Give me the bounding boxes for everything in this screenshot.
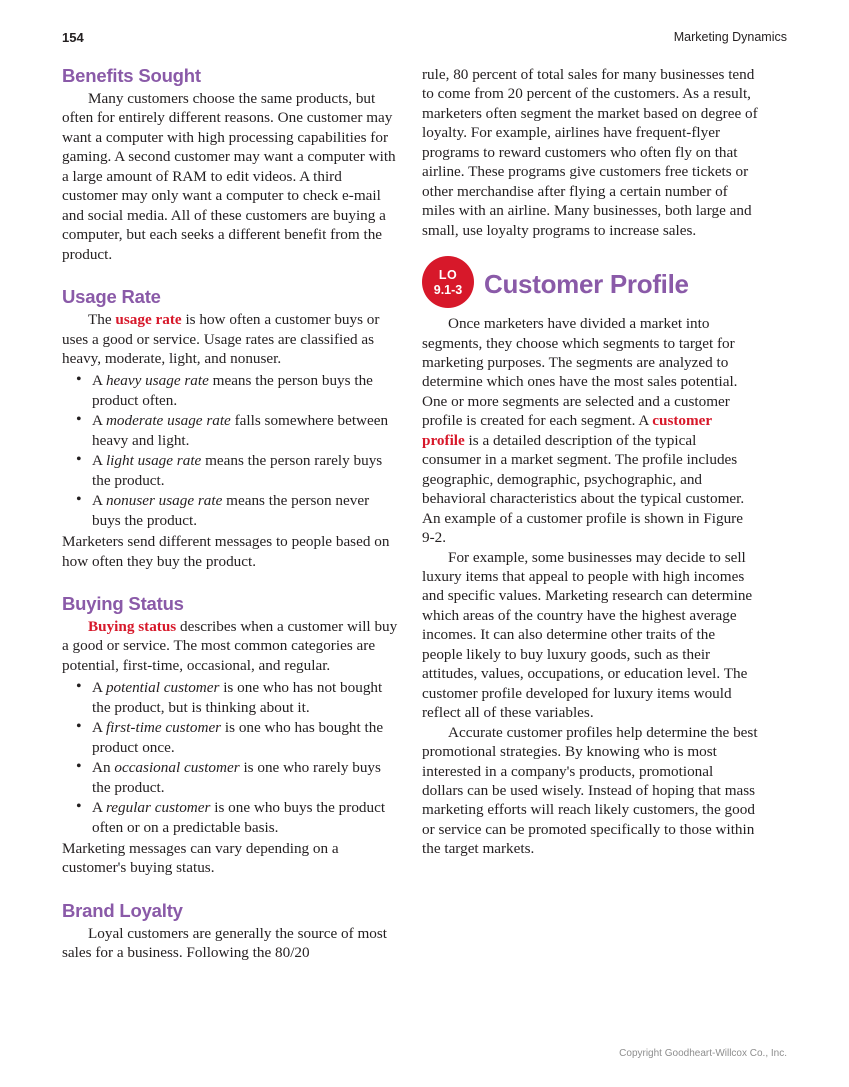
paragraph-buying-status-intro: [62, 617, 398, 675]
list-item: [62, 718, 398, 757]
paragraph-brand-loyalty-continued: rule, 80 percent of total sales for many businesses tend to come from 20 percent of the customers. As a result, marketers often segment the market based on degree of loyalty. For example, airlines have frequent-flyer programs to reward customers who often fly on that airline. These programs give customers free tickets or other merchandise after flying a certain number of miles with an airline. Many businesses, both large and small, use loyalty programs to increase sales.: [422, 66, 758, 239]
cp-para1-pre: Once marketers have divided a market into segments, they choose which segments to target for marketing purposes. The segments are analyzed to determine which ones have the most sales potential. One or more segments are selected and a customer profile is created for each segment. A: [422, 315, 738, 430]
heading-buying-status: Buying Status: [62, 592, 184, 614]
usage-rate-intro-rest: is how often a customer buys or uses a good or service. Usage rates are classified as heavy, moderate, light, and nonuser.: [62, 311, 380, 367]
list-usage-rate-types: [62, 371, 398, 530]
bullet-term: regular customer: [105, 799, 211, 817]
list-item: [62, 451, 398, 490]
paragraph-customer-profile-1: [422, 314, 758, 547]
bullet-term: moderate usage rate: [105, 412, 231, 430]
heading-customer-profile: Customer Profile: [484, 269, 689, 300]
bullet-rest: means the person buys the product often.: [92, 372, 373, 409]
bullet-term: nonuser usage rate: [105, 492, 223, 510]
key-term-buying-status: Buying status: [88, 617, 177, 635]
left-column: [62, 65, 398, 963]
heading-benefits-sought: Benefits Sought: [62, 65, 201, 86]
paragraph-usage-rate-closing: Marketers send different messages to people based on how often they buy the product.: [62, 533, 390, 570]
list-item: [62, 411, 398, 450]
list-item: [62, 798, 398, 837]
bullet-term: first-time customer: [105, 719, 222, 737]
lo-number: 9.1-3: [433, 282, 463, 297]
heading-usage-rate: Usage Rate: [62, 286, 161, 308]
cp-para1-post: is a detailed description of the typical consumer in a market segment. The profile includes geographic, demographic, psychographic, and behavioral characteristics about the typical customer. An example of a customer profile is shown in Figure 9-2.: [422, 431, 745, 547]
bullet-rest: means the person never buys the product.: [92, 492, 370, 529]
bullet-prefix: A: [92, 372, 106, 390]
book-title: Marketing Dynamics: [673, 30, 787, 44]
bullet-term: light usage rate: [105, 452, 202, 470]
list-item: [62, 491, 398, 530]
bullet-term: heavy usage rate: [105, 372, 209, 390]
major-heading-block: [422, 256, 758, 312]
paragraph-benefits-sought: Many customers choose the same products, but often for entirely different reasons. One customer may want a computer with high processing capabilities for gaming. A second customer may want a computer with a large amount of RAM to edit videos. A third customer may only want a computer to check e-mail and social media. All of these customers are buying a computer, but each seeks a different benefit from the product.: [62, 90, 396, 263]
bullet-prefix: A: [92, 719, 106, 737]
learning-objective-badge: [422, 256, 474, 308]
paragraph-customer-profile-3: Accurate customer profiles help determine the best promotional strategies. By knowing who is most interested in a company's products, promotional dollars can be used wisely. Instead of hoping that mass marketing efforts will reach likely customers, the good or service can be promoted specifically to those within the target markets.: [422, 723, 758, 858]
list-item: [62, 371, 398, 410]
bullet-prefix: A: [92, 679, 106, 697]
paragraph-usage-rate-intro: [62, 310, 398, 368]
bullet-rest: is one who has not bought the product, but is thinking about it.: [92, 679, 383, 716]
lo-label: LO: [438, 268, 458, 283]
list-item: [62, 678, 398, 717]
bullet-prefix: A: [92, 412, 106, 430]
key-term-customer-profile: customer profile: [422, 412, 712, 449]
key-term-usage-rate: usage rate: [115, 311, 182, 329]
bullet-prefix: A: [92, 799, 106, 817]
bullet-prefix: A: [92, 492, 106, 510]
list-item: [62, 758, 398, 797]
paragraph-brand-loyalty: Loyal customers are generally the source of most sales for a business. Following the 80/20: [62, 924, 388, 962]
list-buying-status-types: [62, 678, 398, 837]
bullet-term: potential customer: [105, 679, 220, 697]
bullet-rest: is one who has bought the product once.: [92, 719, 384, 756]
page-number: 154: [62, 30, 84, 45]
bullet-term: occasional customer: [114, 759, 240, 777]
paragraph-buying-status-closing: Marketing messages can vary depending on a customer's buying status.: [62, 839, 339, 877]
buying-status-intro-rest: describes when a customer will buy a good or service. The most common categories are potential, first-time, occasional, and regular.: [62, 617, 398, 674]
bullet-prefix: An: [92, 759, 115, 777]
paragraph-customer-profile-2: For example, some businesses may decide to sell luxury items that appeal to people with high incomes and specific values. Marketing research can determine which areas of the country have the highest average incomes. It can also determine other traits of the people likely to buy luxury goods, such as their attitudes, values, occupations, or education level. The customer profile developed for luxury items would reflect all of these variables.: [422, 548, 753, 722]
bullet-rest: means the person rarely buys the product.: [92, 452, 383, 489]
right-column: [422, 65, 758, 859]
heading-brand-loyalty: Brand Loyalty: [62, 899, 183, 921]
usage-rate-intro-prefix: The: [88, 311, 116, 329]
running-head: [62, 30, 787, 50]
copyright-notice: Copyright Goodheart-Willcox Co., Inc.: [619, 1048, 787, 1059]
bullet-rest: is one who buys the product often or on a predictable basis.: [92, 799, 386, 836]
bullet-rest: falls somewhere between heavy and light.: [92, 412, 389, 449]
bullet-prefix: A: [92, 452, 106, 470]
bullet-rest: is one who rarely buys the product.: [92, 759, 381, 796]
